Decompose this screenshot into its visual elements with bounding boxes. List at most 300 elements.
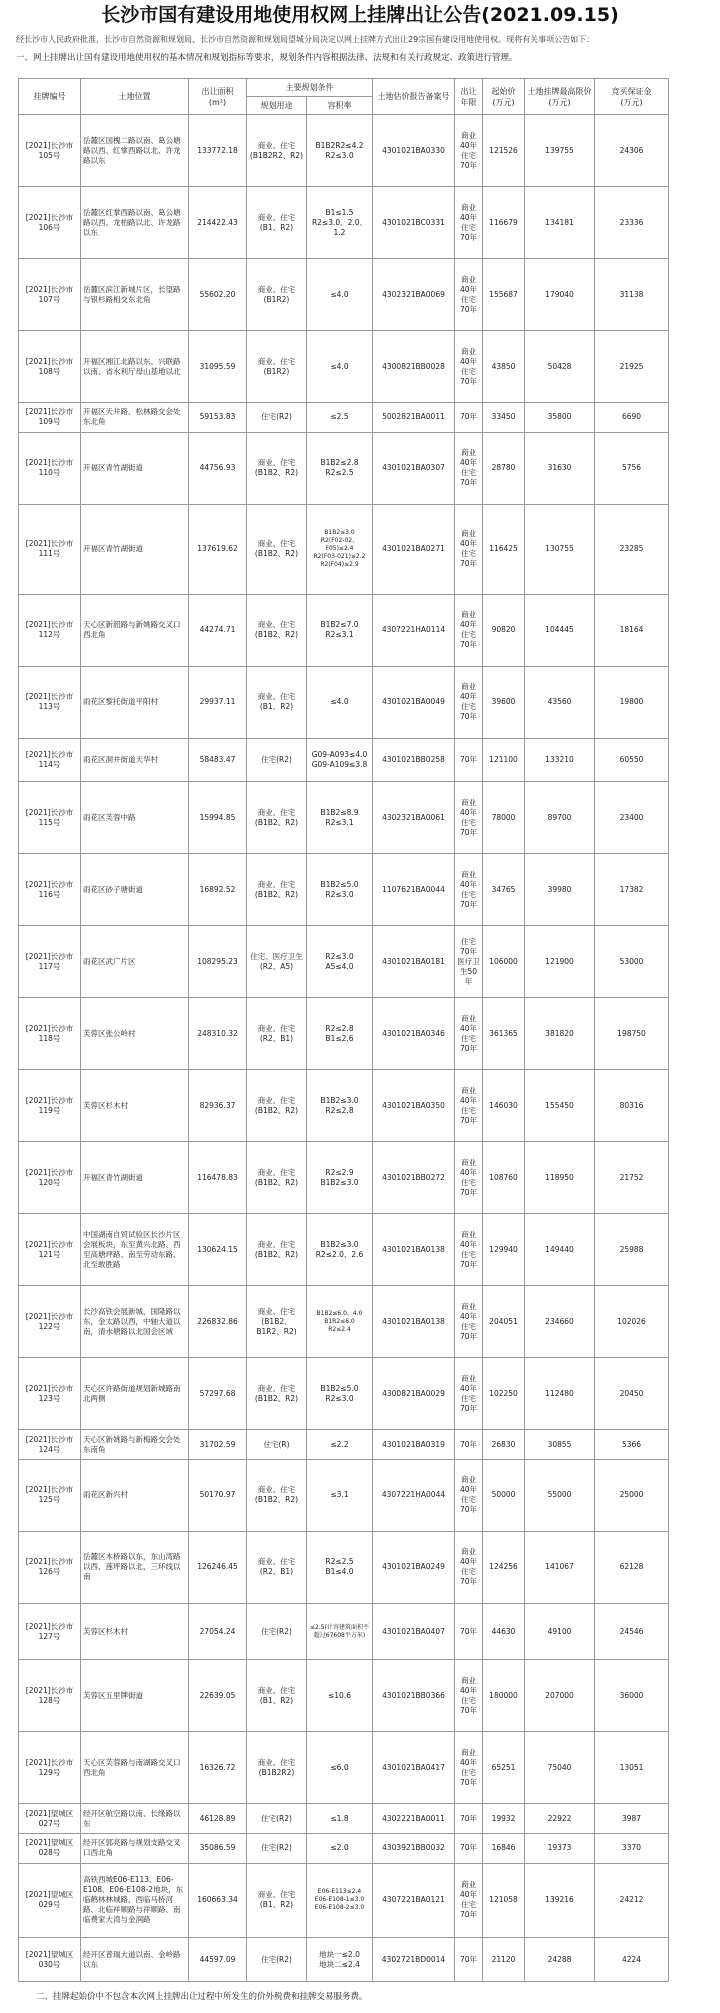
cell-term-text: 商业40年 [459,1157,478,1177]
cell-use-text: 住宅(R2) [261,1813,292,1823]
header-area-unit: (m²) [208,97,227,107]
cell-term-text: 商业40年 [459,346,478,366]
cell-code [19,504,81,594]
cell-far [307,115,373,187]
cell-code-text: [2021]长沙市114号 [25,749,74,769]
cell-limit [525,1358,595,1430]
cell-code-text: [2021]长沙市126号 [25,1557,74,1577]
cell-deposit [595,854,669,926]
cell-area-text: 31095.59 [199,361,236,371]
cell-term [455,926,483,998]
cell-far-text: R2≤2.4 [328,1325,351,1333]
cell-use-text: 商业、住宅 [257,356,296,366]
cell-use-text: 商业、住宅 [257,1757,296,1767]
cell-code-text: [2021]望城区027号 [25,1808,74,1828]
cell-area-text: 248310.32 [197,1028,238,1038]
cell-term-text: 商业40年 [459,1229,478,1249]
cell-term [455,1070,483,1142]
cell-area [189,1804,247,1834]
cell-limit [525,1603,595,1660]
table-row [19,1603,669,1660]
cell-code-text: [2021]长沙市111号 [25,539,74,559]
cell-use [247,594,307,666]
cell-report [373,1214,455,1286]
cell-limit-text: 121900 [545,956,574,966]
cell-use [247,1459,307,1531]
table-row [19,331,669,403]
cell-area [189,1358,247,1430]
cell-start-text: 106000 [489,956,518,966]
cell-use-text: 住宅(R2) [261,1843,292,1853]
cell-far [307,1070,373,1142]
cell-area [189,854,247,926]
cell-limit [525,1459,595,1531]
cell-limit-text: 89700 [547,812,572,822]
land-parcels-table [18,78,669,1982]
cell-report-text: 4301021BB0366 [382,1690,445,1700]
table-row [19,854,669,926]
cell-report [373,594,455,666]
cell-term-text: 商业40年 [459,1547,478,1567]
cell-use-text: 商业、住宅 [257,1485,296,1495]
cell-term [455,1660,483,1732]
cell-report [373,666,455,738]
cell-term-text: 商业40年 [459,1013,478,1033]
cell-report-text: 4302321BA0061 [382,812,445,822]
cell-start [483,738,525,782]
cell-term [455,1214,483,1286]
cell-start-text: 19932 [491,1813,516,1823]
cell-term-text: 商业40年 [459,1085,478,1105]
cell-code [19,854,81,926]
cell-code-text: [2021]长沙市124号 [25,1434,74,1454]
cell-use [247,432,307,504]
cell-report-text: 4301021BA0249 [382,1562,445,1572]
cell-code-text: [2021]长沙市121号 [25,1239,74,1259]
cell-limit-text: 30855 [547,1439,572,1449]
cell-area [189,998,247,1070]
cell-area [189,1833,247,1863]
cell-area-text: 44756.93 [199,463,236,473]
cell-deposit-text: 24546 [619,1626,644,1636]
cell-location-text: 经开区郭亮路与规划支路交叉口西北角 [83,1838,181,1858]
cell-code [19,666,81,738]
cell-code [19,1603,81,1660]
cell-term-text: 住宅70年 [459,1393,478,1413]
cell-report [373,782,455,854]
cell-deposit-text: 13051 [619,1762,644,1772]
cell-location-text: 芙蓉区五里牌街道 [83,1690,143,1700]
cell-limit [525,1732,595,1804]
table-row [19,1430,669,1460]
header-start [483,79,525,115]
cell-report [373,854,455,926]
cell-deposit-text: 23400 [619,812,644,822]
cell-use-text: 商业、住宅 [257,212,296,222]
cell-far-text: R2≤3.0 [325,951,354,961]
cell-start-text: 180000 [489,1690,518,1700]
table-row [19,115,669,187]
cell-limit-text: 155450 [545,1100,574,1110]
cell-code [19,259,81,331]
cell-report-text: 4301021BA0407 [382,1626,445,1636]
cell-limit-text: 207000 [545,1690,574,1700]
cell-deposit [595,1804,669,1834]
cell-location [81,1833,189,1863]
cell-term-text: 商业40年 [459,202,478,222]
cell-start [483,666,525,738]
cell-start [483,594,525,666]
cell-deposit-text: 36000 [619,1690,644,1700]
table-row [19,1142,669,1214]
cell-limit-text: 141067 [545,1562,574,1572]
cell-term [455,782,483,854]
cell-far [307,738,373,782]
cell-area-text: 108295.23 [197,956,238,966]
cell-term [455,1732,483,1804]
cell-deposit [595,403,669,433]
cell-area [189,1286,247,1358]
cell-use-text: (B1B2R2) [258,1767,295,1777]
cell-term-text: 商业40年 [459,610,478,630]
cell-area [189,738,247,782]
cell-location-text: 高铁西城E06-E113、E06-E108、E06-E108-2地块，东临鹤林林城路、西临马桥河路、北临祥顺路与祥顺路、南临费家大湾与金润路 [83,1875,184,1925]
cell-far [307,187,373,259]
cell-code [19,1430,81,1460]
cell-term-text: 70年 [459,1626,478,1636]
cell-term-text: 住宅70年 [459,702,478,722]
cell-term-text: 住宅70年 [459,294,478,314]
cell-term [455,1531,483,1603]
cell-far [307,1732,373,1804]
cell-deposit [595,782,669,854]
cell-far-text: ≤10.6 [328,1690,351,1700]
cell-term-text: 商业40年 [459,869,478,889]
cell-area-text: 44597.09 [199,1954,236,1964]
cell-start-text: 50000 [491,1490,516,1500]
cell-use [247,1214,307,1286]
table-row [19,998,669,1070]
cell-code [19,1214,81,1286]
cell-report-text: 4301021BA0271 [382,544,445,554]
cell-report [373,998,455,1070]
cell-area [189,1214,247,1286]
cell-start [483,854,525,926]
cell-limit-text: 118950 [545,1172,574,1182]
cell-deposit-text: 4224 [621,1954,642,1964]
cell-area [189,1603,247,1660]
cell-use-text: 住宅(R2) [261,412,292,422]
cell-far [307,782,373,854]
cell-use [247,1660,307,1732]
cell-far-text: R2≤3.0 [325,889,354,899]
cell-location-text: 天心区新姚路与新梅路交会处东南角 [83,1434,181,1454]
cell-start [483,1603,525,1660]
cell-far-text: B1≤4.0 [325,1567,354,1577]
cell-deposit [595,1660,669,1732]
cell-code [19,403,81,433]
cell-deposit-text: 25000 [619,1490,644,1500]
cell-limit-text: 55000 [547,1490,572,1500]
cell-deposit-text: 23285 [619,544,644,554]
cell-report [373,1603,455,1660]
cell-start-text: 90820 [491,625,516,635]
cell-area [189,926,247,998]
cell-use-text: (B1B2、B1R2、R2) [256,1316,297,1336]
cell-limit [525,1660,595,1732]
cell-start [483,187,525,259]
cell-use [247,1804,307,1834]
table-row [19,259,669,331]
cell-location [81,1732,189,1804]
cell-location [81,1358,189,1430]
table-row [19,594,669,666]
table-row [19,187,669,259]
cell-start-text: 28780 [491,463,516,473]
cell-area [189,115,247,187]
cell-deposit [595,1531,669,1603]
cell-term-text: 住宅70年 [459,468,478,488]
table-row [19,1286,669,1358]
cell-report [373,1459,455,1531]
cell-far-text: ≤2.0 [330,1843,349,1853]
cell-use [247,1732,307,1804]
cell-far-text: A5≤4.0 [325,961,354,971]
cell-area [189,666,247,738]
cell-start [483,926,525,998]
cell-start [483,259,525,331]
cell-deposit [595,998,669,1070]
cell-limit-text: 22922 [547,1813,572,1823]
cell-area-text: 116478.83 [197,1172,238,1182]
cell-use-text: (B1、R2) [259,1695,294,1705]
cell-use [247,782,307,854]
header-deposit [595,79,669,115]
cell-limit-text: 179040 [545,289,574,299]
cell-area-text: 29937.11 [199,697,236,707]
cell-deposit [595,432,669,504]
cell-use-text: (B1B2、R2) [254,817,299,827]
cell-far [307,1142,373,1214]
cell-start-text: 44630 [491,1626,516,1636]
header-start-unit: (万元) [492,97,515,107]
cell-area [189,1863,247,1938]
cell-use [247,1286,307,1358]
cell-far-text: B1B2≤3.0 [320,1095,359,1105]
cell-use [247,504,307,594]
cell-location [81,1863,189,1938]
cell-term [455,403,483,433]
cell-report [373,1863,455,1938]
cell-code [19,594,81,666]
cell-use [247,1938,307,1982]
cell-limit [525,432,595,504]
cell-far-text: B1B2≤8.9 [320,807,359,817]
cell-report [373,1286,455,1358]
cell-area-text: 130624.15 [197,1244,238,1254]
cell-area-text: 55602.20 [199,289,236,299]
cell-use-text: 住宅(R) [263,1439,290,1449]
cell-location [81,1660,189,1732]
cell-code [19,1142,81,1214]
cell-limit [525,998,595,1070]
cell-far-text: ≤2.5 [330,412,349,422]
cell-start [483,115,525,187]
cell-use-text: 商业、住宅 [257,1023,296,1033]
cell-use-text: 商业、住宅 [257,1306,296,1316]
cell-code-text: [2021]长沙市129号 [25,1757,74,1777]
cell-start-text: 65251 [491,1762,516,1772]
cell-term [455,998,483,1070]
cell-start-text: 108760 [489,1172,518,1182]
cell-term-text: 医疗卫生50年 [457,956,480,986]
cell-use-text: 商业、住宅 [257,620,296,630]
cell-deposit-text: 53000 [619,956,644,966]
cell-start [483,1430,525,1460]
cell-term [455,187,483,259]
cell-start [483,331,525,403]
cell-term [455,666,483,738]
cell-start [483,1070,525,1142]
cell-location [81,187,189,259]
cell-location-text: 天心区芙蓉路与南湖路交叉口西北角 [83,1757,181,1777]
cell-use [247,738,307,782]
cell-report [373,1430,455,1460]
cell-far-text: B1B2≤3.0 [320,1177,359,1187]
cell-start [483,1214,525,1286]
cell-use-text: 商业、住宅 [257,458,296,468]
cell-area-text: 58483.47 [199,754,236,764]
cell-limit [525,1833,595,1863]
cell-start [483,1286,525,1358]
cell-limit-text: 139216 [545,1895,574,1905]
cell-start-text: 146030 [489,1100,518,1110]
cell-area [189,1660,247,1732]
cell-use [247,1070,307,1142]
cell-far [307,1603,373,1660]
cell-report-text: 1107621BA0044 [382,884,445,894]
cell-location [81,594,189,666]
cell-far-text: B1B2≤2.8 [320,458,359,468]
cell-limit-text: 43560 [547,697,572,707]
cell-use-text: (B1R2) [263,294,290,304]
cell-use-text: (B1B2、R2) [254,889,299,899]
cell-limit [525,1531,595,1603]
header-location: 土地位置 [81,79,189,115]
section-2-text: 二、挂牌起始价中不包含本次网上挂牌出让过程中所发生的价外税费和挂牌交易服务费。 [36,1992,368,2002]
cell-report-text: 4302721BD0014 [381,1954,446,1964]
cell-term [455,1804,483,1834]
table-row [19,1358,669,1430]
cell-limit [525,187,595,259]
table-row [19,1863,669,1938]
cell-code-text: [2021]长沙市105号 [25,140,74,160]
cell-area-text: 46128.89 [199,1813,236,1823]
cell-area-text: 57297.68 [199,1388,236,1398]
cell-deposit [595,1603,669,1660]
cell-area-text: 82936.37 [199,1100,236,1110]
cell-far-text: B1≤1.5 [325,207,354,217]
cell-report [373,1732,455,1804]
cell-deposit-text: 23336 [619,217,644,227]
cell-location [81,738,189,782]
table-row [19,666,669,738]
cell-location-text: 雨花区新兴村 [83,1490,128,1500]
cell-limit [525,331,595,403]
cell-limit [525,1142,595,1214]
cell-far-text: ≤2.2 [330,1439,349,1449]
cell-limit [525,403,595,433]
cell-use-text: 住宅(R2) [261,1954,292,1964]
table-row [19,504,669,594]
cell-report [373,187,455,259]
cell-use [247,998,307,1070]
cell-start-text: 21120 [491,1954,516,1964]
cell-area-text: 16326.72 [199,1762,236,1772]
cell-location-text: 开福区青竹湖街道 [83,1172,143,1182]
cell-code-text: [2021]长沙市117号 [25,951,74,971]
cell-area-text: 133772.18 [197,145,238,155]
cell-code-text: [2021]长沙市127号 [25,1621,74,1641]
cell-report [373,1142,455,1214]
table-row [19,782,669,854]
cell-report-text: 4301021BA0417 [382,1762,445,1772]
cell-location [81,926,189,998]
cell-location [81,115,189,187]
cell-code-text: [2021]长沙市119号 [25,1095,74,1115]
cell-location [81,782,189,854]
cell-report [373,259,455,331]
cell-far [307,1358,373,1430]
cell-start [483,782,525,854]
cell-report [373,738,455,782]
header-area [189,79,247,115]
cell-deposit-text: 3370 [621,1843,642,1853]
cell-limit-text: 234660 [545,1316,574,1326]
cell-deposit-text: 3987 [621,1813,642,1823]
cell-report-text: 4301021BA0330 [382,145,445,155]
cell-start-text: 121058 [489,1895,518,1905]
cell-term-text: 商业40年 [459,1747,478,1767]
cell-use [247,1430,307,1460]
cell-report [373,1531,455,1603]
cell-start-text: 124256 [489,1562,518,1572]
cell-start [483,1938,525,1982]
cell-term [455,1142,483,1214]
cell-location-text: 雨花区砂子塘街道 [83,884,143,894]
cell-limit-text: 112480 [545,1388,574,1398]
cell-code [19,782,81,854]
cell-use-text: 商业、住宅 [257,284,296,294]
cell-code-text: [2021]长沙市115号 [25,807,74,827]
cell-limit [525,1286,595,1358]
cell-use-text: 商业、住宅 [257,807,296,817]
cell-report [373,1358,455,1430]
cell-deposit-text: 17382 [619,884,644,894]
cell-area-text: 50170.97 [199,1490,236,1500]
cell-far-text: R2≤2.5 [325,1557,354,1567]
cell-location-text: 芙蓉区杉木村 [83,1626,128,1636]
cell-term-text: 住宅70年 [459,630,478,650]
header-use: 规划用途 [247,97,307,115]
cell-location [81,259,189,331]
cell-location [81,403,189,433]
cell-limit [525,115,595,187]
cell-far-text: B1B2≤6.0、4.0 [316,1309,363,1317]
cell-far-text: B1B2≤5.0 [320,879,359,889]
cell-report-text: 4301021BA0138 [382,1316,445,1326]
header-code: 挂牌编号 [19,79,81,115]
